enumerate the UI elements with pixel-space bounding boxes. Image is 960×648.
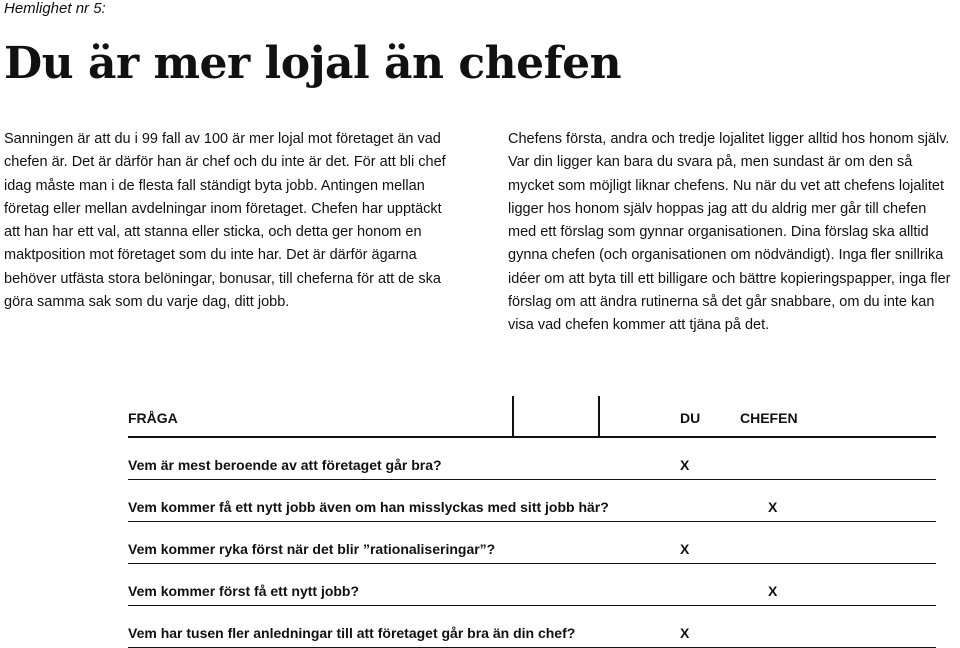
left-column: [4, 128, 456, 314]
header-chefen: CHEFEN: [740, 410, 798, 426]
left-paragraph: Sanningen är att du i 99 fall av 100 är mer lojal mot företaget än vad chefen är. Det är därför han är chef och du inte är det. För att bli chef idag måste man i de flesta fall ständigt byta jobb. Antingen mellan företag eller mellan avdelningar inom företaget. Chefen har upptäckt att han har ett val, att stanna eller sticka, och detta ger honom en maktposition mot företaget som du inte har. Det är därför ägarna behöver utfästa stora belöningar, bonusar, till cheferna för att de ska göra samma sak som du varje dag, ditt jobb.: [4, 131, 446, 311]
right-column: [508, 128, 958, 338]
row-chefen-mark: X: [768, 499, 778, 515]
row-question: Vem har tusen fler anledningar till att företaget går bra än din chef?: [128, 625, 576, 641]
table-row: [128, 480, 936, 522]
section-kicker: Hemlighet nr 5:: [4, 0, 106, 17]
row-du-mark: X: [680, 625, 690, 641]
header-divider: [512, 396, 514, 436]
row-question: Vem är mest beroende av att företaget går bra?: [128, 457, 442, 473]
table-row: [128, 564, 936, 606]
header-divider: [598, 396, 600, 436]
row-du-mark: X: [680, 457, 690, 473]
row-chefen-mark: X: [768, 583, 778, 599]
row-question: Vem kommer få ett nytt jobb även om han misslyckas med sitt jobb här?: [128, 499, 609, 515]
row-du-mark: X: [680, 541, 690, 557]
page-title: Du är mer lojal än chefen: [4, 38, 622, 89]
table-header-row: [128, 396, 936, 438]
right-paragraph: Chefens första, andra och tredje lojalitet ligger alltid hos honom själv. Var din ligger kan bara du svara på, men sundast är om den så mycket som möjligt liknar chefens. Nu när du vet att chefens lojalitet ligger hos honom själv hoppas jag att du aldrig mer går till chefen med ett förslag som gynnar organisationen. Dina förslag ska alltid gynna chefen (och organisationen om nödvändigt). Inga fler snillrika idéer om att byta till ett billigare och bättre kopieringspapper, inga fler förslag om att ändra rutinerna så det går snabbare, om du inte kan visa vad chefen kommer att tjäna på det.: [508, 131, 951, 334]
table-row: [128, 522, 936, 564]
loyalty-table: [128, 396, 936, 648]
table-row: [128, 606, 936, 648]
row-question: Vem kommer först få ett nytt jobb?: [128, 583, 360, 599]
table-row: [128, 438, 936, 480]
header-question: FRÅGA: [128, 410, 178, 426]
row-question: Vem kommer ryka först när det blir ”rationaliseringar”?: [128, 541, 496, 557]
header-du: DU: [680, 410, 701, 426]
